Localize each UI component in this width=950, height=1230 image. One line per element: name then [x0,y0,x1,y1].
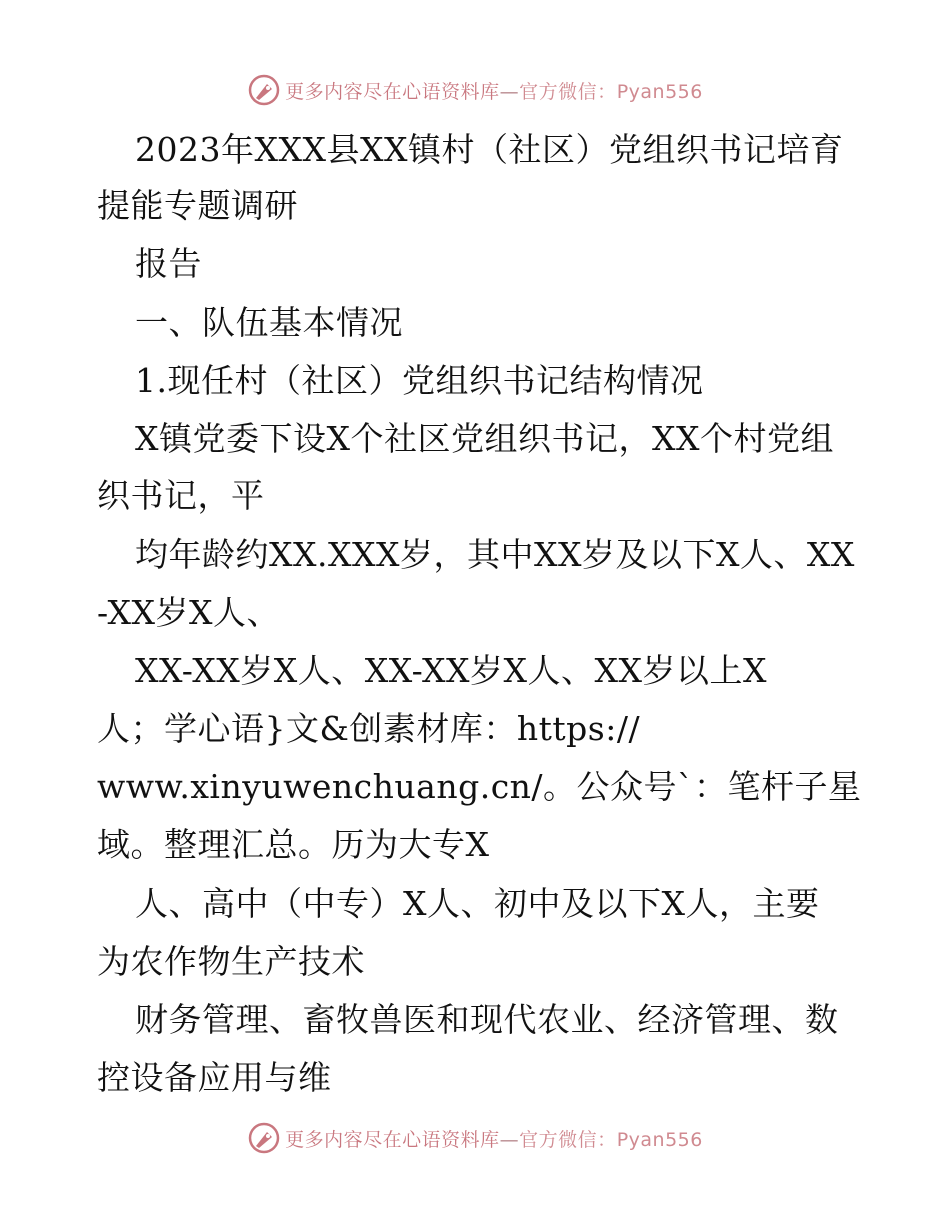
paragraph-line: X镇党委下设X个社区党组织书记，XX个村党组 [135,419,834,458]
paragraph-line: 均年龄约XX.XXX岁，其中XX岁及以下X人、XX [135,535,855,574]
paragraph-line: www.xinyuwenchuang.cn/。公众号`：笔杆子星 [97,767,862,806]
paragraph-line: 织书记，平 [97,476,265,515]
paragraph-line: XX-XX岁X人、XX-XX岁X人、XX岁以上X [135,651,768,690]
pen-nib-logo-icon [247,73,281,107]
footer-watermark [0,1118,950,1158]
subsection-heading: 1.现任村（社区）党组织书记结构情况 [135,361,704,400]
paragraph-line: 域。整理汇总。历为大专X [97,825,490,864]
watermark-text: 更多内容尽在心语资料库—官方微信：Pyan556 [285,80,703,103]
header-watermark [0,70,950,110]
paragraph-line: 财务管理、畜牧兽医和现代农业、经济管理、数 [135,1000,839,1039]
paragraph-line: 人、高中（中专）X人、初中及以下X人，主要 [135,884,820,923]
pen-nib-logo-icon [247,1121,281,1155]
paragraph-line: -XX岁X人、 [97,593,280,632]
paragraph-line: 控设备应用与维 [97,1058,332,1097]
title-line-3: 报告 [135,244,202,283]
paragraph-line: 人；学心语}文&创素材库：https:// [97,709,641,748]
watermark-text: 更多内容尽在心语资料库—官方微信：Pyan556 [285,1128,703,1151]
section-heading: 一、队伍基本情况 [135,303,403,342]
paragraph-line: 为农作物生产技术 [97,942,365,981]
title-line-2: 提能专题调研 [97,186,298,225]
title-line-1: 2023年XXX县XX镇村（社区）党组织书记培育 [135,130,844,169]
